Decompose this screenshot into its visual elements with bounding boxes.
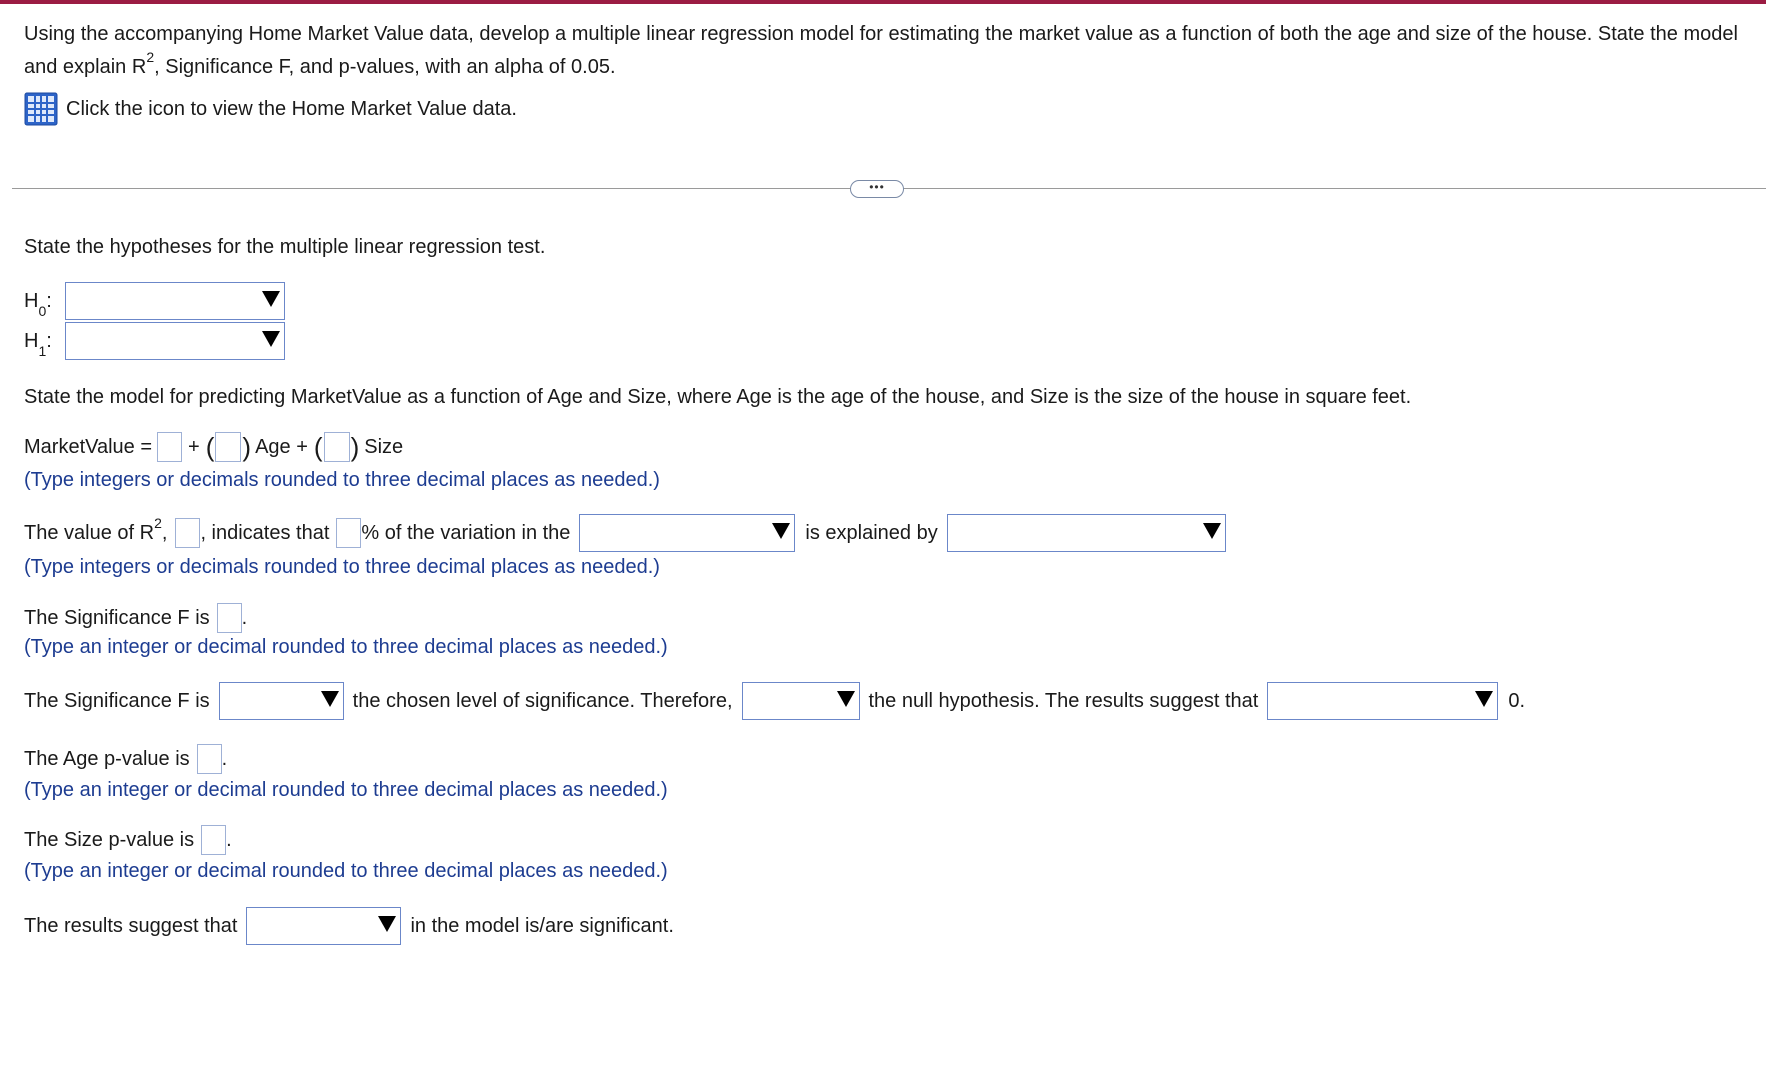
results-row <box>24 907 674 945</box>
r2-pct-text: % of the variation in the <box>361 521 571 544</box>
top-accent-bar <box>0 0 1766 4</box>
r2-explained-by: is explained by <box>805 521 938 544</box>
chevron-down-icon <box>262 291 280 307</box>
data-link-label[interactable]: Click the icon to view the Home Market Value data. <box>66 97 517 120</box>
model-prompt: State the model for predicting MarketValue as a function of Age and Size, where Age is the age of the house, and Size is the size of the house in square feet. <box>24 386 1412 408</box>
r2-variation-dropdown[interactable] <box>579 514 795 552</box>
r2-row <box>24 514 1226 552</box>
sigf-row <box>24 603 247 633</box>
h0-dropdown[interactable] <box>65 282 285 320</box>
sigf-compare-dropdown[interactable] <box>219 682 344 720</box>
r2-percent-input[interactable] <box>336 518 361 548</box>
chevron-down-icon <box>772 523 790 539</box>
sigf-compare-label: The Significance F is <box>24 689 210 712</box>
size-p-row <box>24 825 232 855</box>
results-text2: in the model is/are significant. <box>410 914 674 937</box>
sigf-compare-text4: 0. <box>1508 689 1526 712</box>
sigf-compare-row <box>24 682 1525 720</box>
age-coef-group: ( ) <box>205 432 252 462</box>
h0-row <box>24 282 285 320</box>
intercept-input[interactable] <box>157 432 182 462</box>
chevron-down-icon <box>378 916 396 932</box>
hypotheses-prompt: State the hypotheses for the multiple linear regression test. <box>24 236 546 258</box>
table-icon[interactable] <box>24 92 58 126</box>
h1-label: $H_1$: <box>24 329 52 359</box>
r2-hint: (Type integers or decimals rounded to three decimal places as needed.) <box>24 556 660 578</box>
size-label: Size <box>364 435 404 458</box>
age-p-period: . <box>221 747 228 770</box>
r2-indicates: , indicates that <box>200 521 330 544</box>
results-suggest-dropdown[interactable] <box>1267 682 1498 720</box>
sigf-hint: (Type an integer or decimal rounded to three decimal places as needed.) <box>24 636 668 658</box>
sigf-compare-text3: the null hypothesis. The results suggest that <box>868 689 1259 712</box>
age-p-input[interactable] <box>197 744 222 774</box>
h1-row <box>24 322 285 360</box>
size-coef-input[interactable] <box>324 432 350 462</box>
model-lhs: MarketValue = <box>24 435 153 458</box>
plus-sign: + <box>188 435 200 458</box>
sigf-period: . <box>241 606 248 629</box>
sigf-compare-text2: the chosen level of significance. Therefore, <box>352 689 733 712</box>
significant-vars-dropdown[interactable] <box>246 907 401 945</box>
sigf-input[interactable] <box>217 603 242 633</box>
question-text: Using the accompanying Home Market Value data, develop a multiple linear regression model for estimating the market value as a function of both the age and size of the house. State the model and explain $R^2$, Significance F, and p-values, with an alpha of 0.05. <box>24 23 1738 78</box>
size-p-input[interactable] <box>201 825 226 855</box>
more-button[interactable]: ••• <box>850 180 904 198</box>
model-hint: (Type integers or decimals rounded to three decimal places as needed.) <box>24 469 660 491</box>
results-text1: The results suggest that <box>24 914 238 937</box>
r2-value-input[interactable] <box>175 518 200 548</box>
age-p-hint: (Type an integer or decimal rounded to three decimal places as needed.) <box>24 779 668 801</box>
chevron-down-icon <box>1475 691 1493 707</box>
size-coef-group: ( ) <box>313 432 360 462</box>
age-p-label: The Age p-value is <box>24 747 190 770</box>
chevron-down-icon <box>837 691 855 707</box>
size-p-period: . <box>226 828 232 851</box>
h0-label: $H_0$: <box>24 289 52 319</box>
age-p-row <box>24 744 227 774</box>
model-equation <box>24 432 403 462</box>
r2-explained-dropdown[interactable] <box>947 514 1226 552</box>
chevron-down-icon <box>1203 523 1221 539</box>
size-p-label: The Size p-value is <box>24 828 195 851</box>
h1-dropdown[interactable] <box>65 322 285 360</box>
null-decision-dropdown[interactable] <box>742 682 860 720</box>
sigf-label: The Significance F is <box>24 606 210 629</box>
age-coef-input[interactable] <box>215 432 241 462</box>
chevron-down-icon <box>321 691 339 707</box>
data-link-row[interactable] <box>24 92 517 126</box>
chevron-down-icon <box>262 331 280 347</box>
r2-prefix: The value of $R^2$, <box>24 514 168 544</box>
size-p-hint: (Type an integer or decimal rounded to three decimal places as needed.) <box>24 860 668 882</box>
age-label: Age + <box>255 435 308 458</box>
